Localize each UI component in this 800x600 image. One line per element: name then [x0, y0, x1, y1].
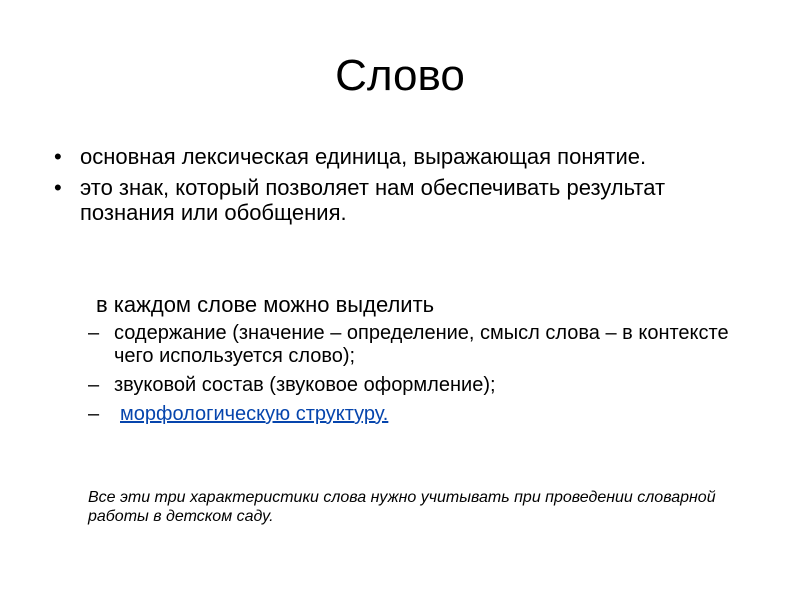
bullet-marker: •: [54, 175, 62, 200]
dash-marker: –: [88, 322, 100, 344]
bullet-item: [52, 175, 752, 225]
bullet-item: [52, 144, 752, 169]
slide-title: Слово: [335, 51, 465, 100]
sub-list-text: звуковой состав (звуковое оформление);: [114, 374, 496, 396]
sub-list-item: [88, 403, 748, 426]
sub-list-text: содержание (значение – определение, смысл слова – в контексте чего используется слово);: [114, 322, 729, 367]
dash-marker: –: [88, 403, 100, 425]
bullet-text: это знак, который позволяет нам обеспечивать результат познания или обобщения.: [80, 175, 666, 225]
footnote: Все эти три характеристики слова нужно учитывать при проведении словарной работы в детском саду.: [88, 489, 716, 525]
bullet-list: [52, 144, 752, 231]
morphology-link[interactable]: морфологическую структуру.: [120, 403, 389, 425]
bullet-text: основная лексическая единица, выражающая понятие.: [80, 144, 647, 169]
sub-list-item: [88, 322, 748, 368]
sub-list-intro: в каждом слове можно выделить: [96, 292, 435, 317]
sub-list-item: [88, 374, 748, 397]
sub-list: [88, 322, 748, 432]
dash-marker: –: [88, 374, 100, 396]
bullet-marker: •: [54, 144, 62, 169]
